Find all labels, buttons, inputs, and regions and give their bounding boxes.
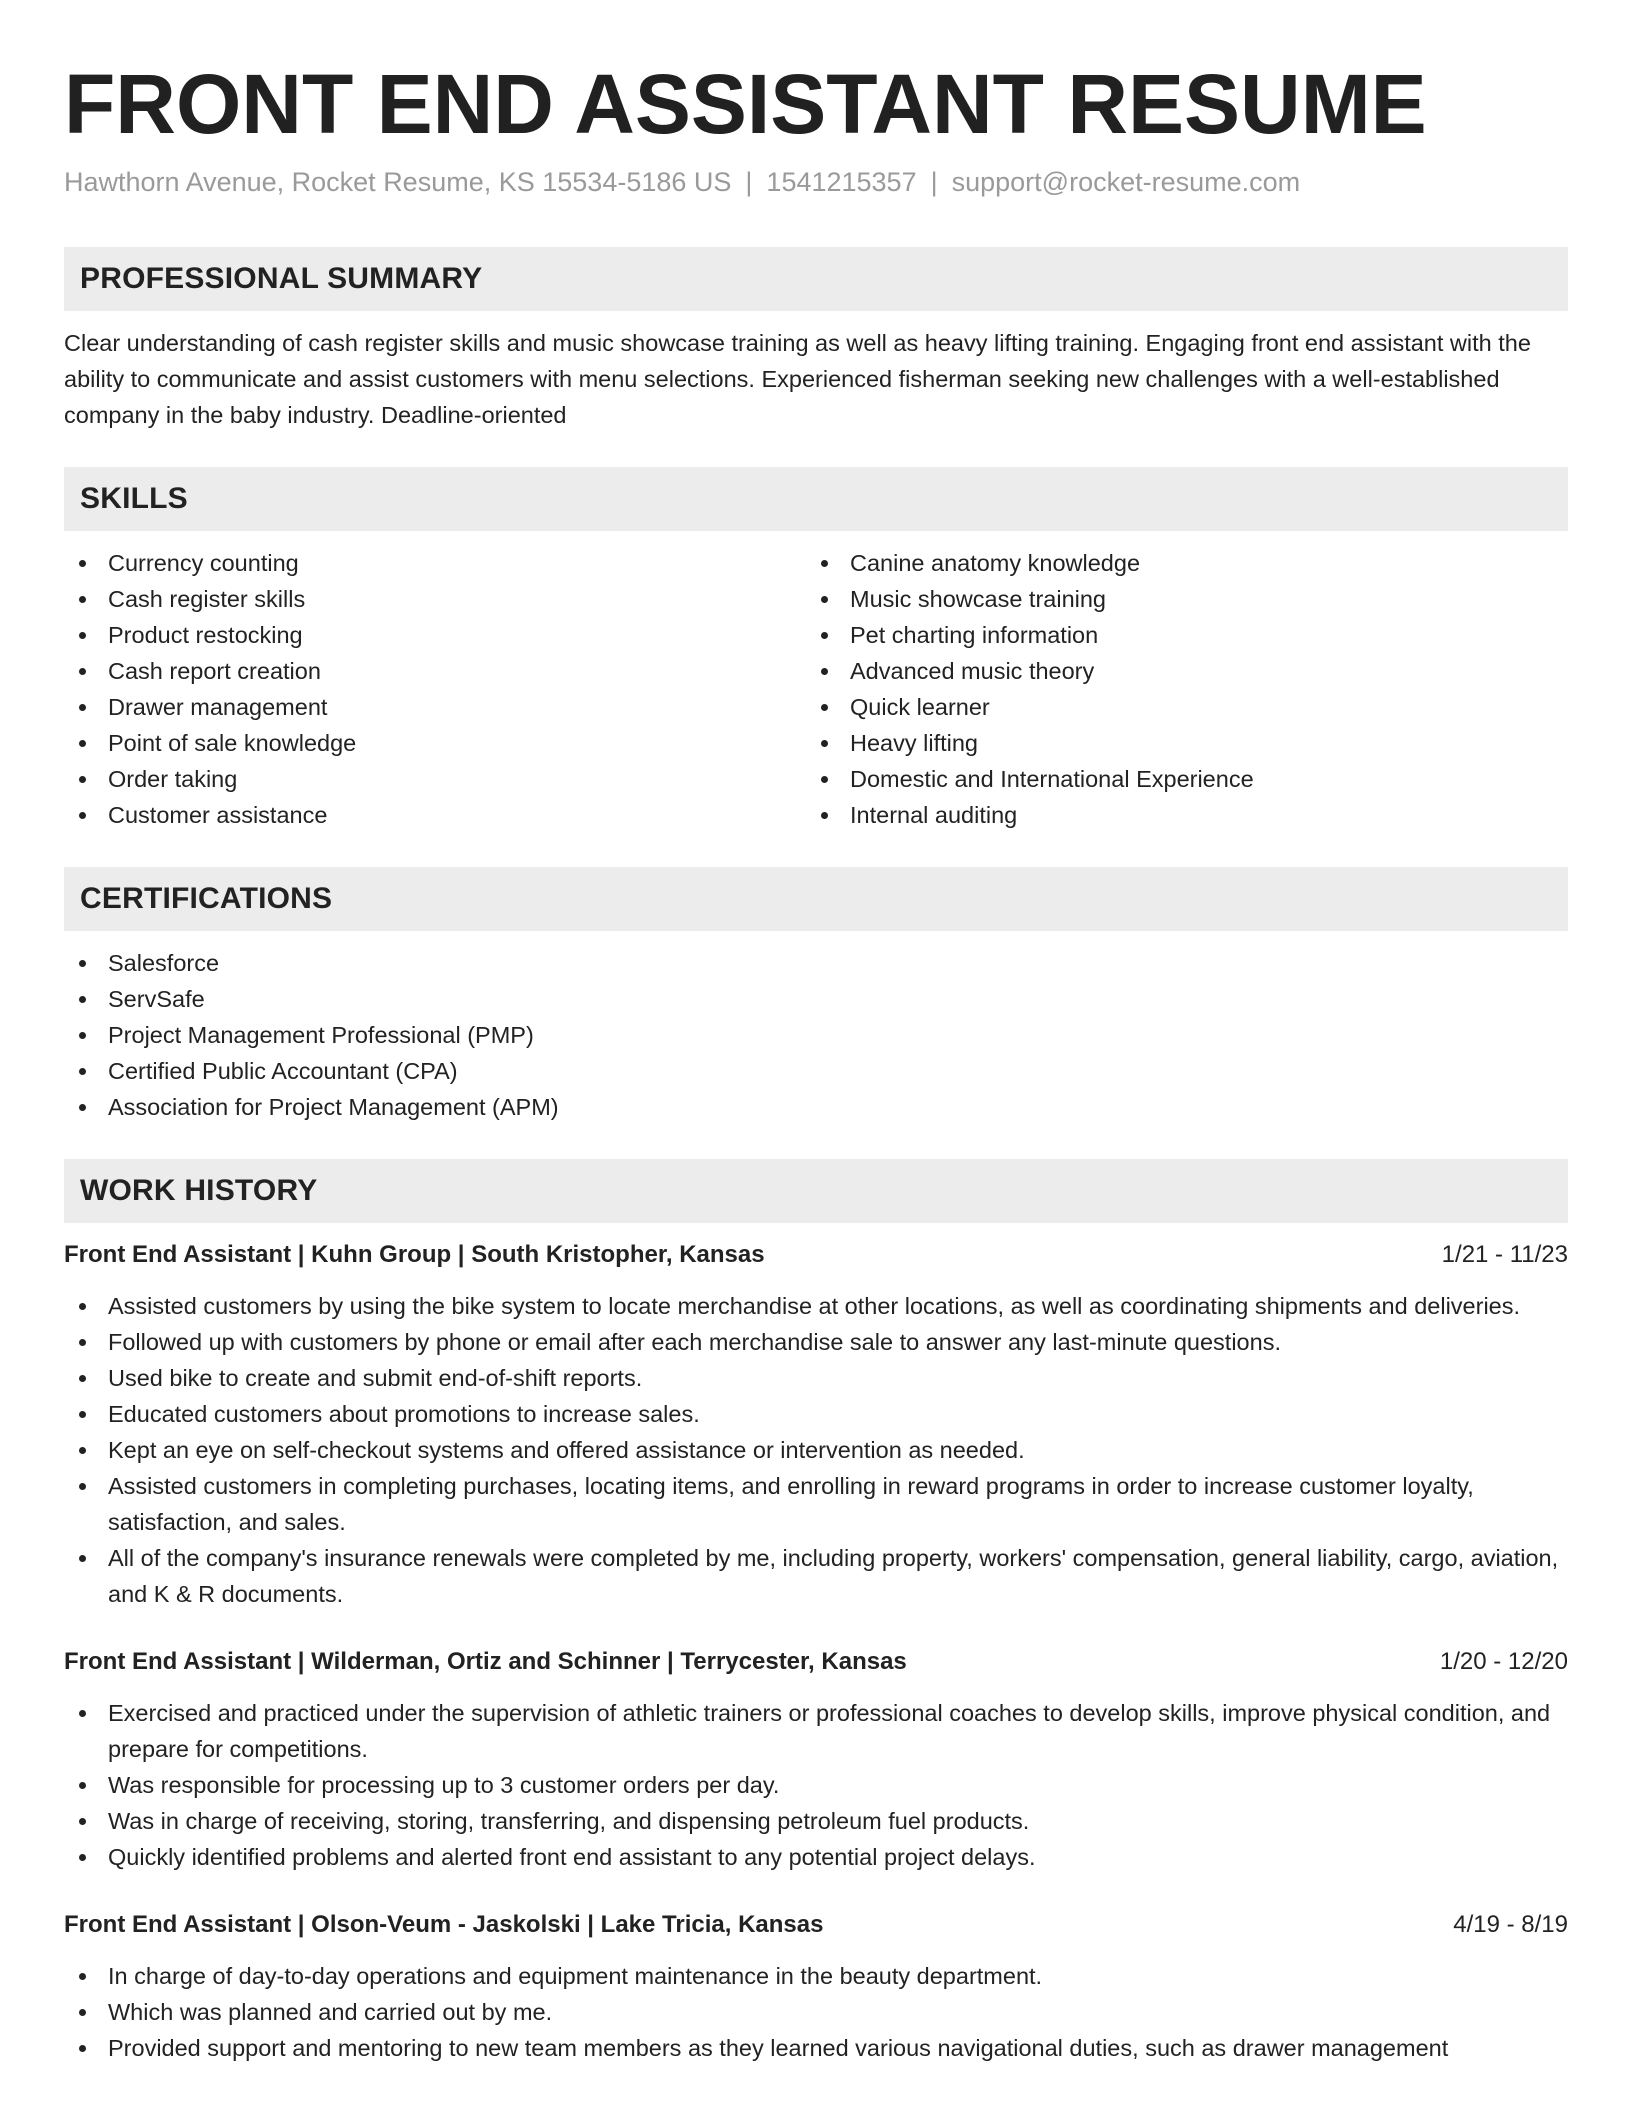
skills-section <box>64 467 1568 833</box>
list-item: Assisted customers in completing purchases, locating items, and enrolling in reward programs in order to increase customer loyalty, satisfaction, and sales. <box>64 1468 1568 1540</box>
job-entry <box>64 1237 1568 1612</box>
list-item: Used bike to create and submit end-of-shift reports. <box>64 1360 1568 1396</box>
list-item: Was in charge of receiving, storing, transferring, and dispensing petroleum fuel products. <box>64 1803 1568 1839</box>
contact-address: Hawthorn Avenue, Rocket Resume, KS 15534-5186 US <box>64 167 732 197</box>
list-item: Was responsible for processing up to 3 customer orders per day. <box>64 1767 1568 1803</box>
contact-line <box>64 164 1568 200</box>
list-item: Educated customers about promotions to increase sales. <box>64 1396 1568 1432</box>
list-item: Which was planned and carried out by me. <box>64 1994 1568 2030</box>
skills-left-list <box>64 545 806 833</box>
job-dates: 1/21 - 11/23 <box>1441 1241 1568 1268</box>
list-item: Kept an eye on self-checkout systems and offered assistance or intervention as needed. <box>64 1432 1568 1468</box>
job-title: Front End Assistant | Wilderman, Ortiz and Schinner | Terrycester, Kansas <box>64 1648 907 1675</box>
list-item: Heavy lifting <box>806 725 1548 761</box>
list-item: In charge of day-to-day operations and equipment maintenance in the beauty department. <box>64 1958 1568 1994</box>
contact-email: support@rocket-resume.com <box>951 167 1301 197</box>
contact-separator: | <box>745 167 753 197</box>
list-item: Pet charting information <box>806 617 1548 653</box>
resume-page <box>64 0 1568 2066</box>
skills-heading: SKILLS <box>64 467 1568 531</box>
job-dates: 1/20 - 12/20 <box>1439 1648 1568 1675</box>
work-section <box>64 1159 1568 2066</box>
list-item: Cash report creation <box>64 653 806 689</box>
list-item: Product restocking <box>64 617 806 653</box>
job-entry <box>64 1907 1568 2066</box>
list-item: Order taking <box>64 761 806 797</box>
job-entry <box>64 1644 1568 1875</box>
list-item: Association for Project Management (APM) <box>64 1089 1568 1125</box>
work-heading: WORK HISTORY <box>64 1159 1568 1223</box>
job-bullets <box>64 1958 1568 2066</box>
job-title: Front End Assistant | Olson-Veum - Jaskolski | Lake Tricia, Kansas <box>64 1911 824 1938</box>
list-item: Music showcase training <box>806 581 1548 617</box>
list-item: Salesforce <box>64 945 1568 981</box>
list-item: Assisted customers by using the bike system to locate merchandise at other locations, as well as coordinating shipments and deliveries. <box>64 1288 1568 1324</box>
contact-separator: | <box>930 167 938 197</box>
list-item: Domestic and International Experience <box>806 761 1548 797</box>
list-item: Provided support and mentoring to new team members as they learned various navigational duties, such as drawer management <box>64 2030 1568 2066</box>
job-header <box>64 1237 1568 1273</box>
job-header <box>64 1644 1568 1680</box>
list-item: All of the company's insurance renewals were completed by me, including property, workers' compensation, general liability, cargo, aviation, and K & R documents. <box>64 1540 1568 1612</box>
certifications-list <box>64 945 1568 1125</box>
job-bullets <box>64 1288 1568 1612</box>
list-item: Followed up with customers by phone or email after each merchandise sale to answer any last-minute questions. <box>64 1324 1568 1360</box>
list-item: Canine anatomy knowledge <box>806 545 1548 581</box>
jobs-container <box>64 1237 1568 2066</box>
skills-right-list <box>806 545 1548 833</box>
job-dates: 4/19 - 8/19 <box>1453 1911 1568 1938</box>
list-item: Quickly identified problems and alerted front end assistant to any potential project delays. <box>64 1839 1568 1875</box>
contact-phone: 1541215357 <box>766 167 917 197</box>
summary-heading: PROFESSIONAL SUMMARY <box>64 247 1568 311</box>
list-item: Exercised and practiced under the supervision of athletic trainers or professional coaches to develop skills, improve physical condition, and prepare for competitions. <box>64 1695 1568 1767</box>
job-bullets <box>64 1695 1568 1875</box>
list-item: Quick learner <box>806 689 1548 725</box>
summary-section <box>64 247 1568 433</box>
list-item: Certified Public Accountant (CPA) <box>64 1053 1568 1089</box>
resume-title: FRONT END ASSISTANT RESUME <box>64 57 1427 151</box>
list-item: Point of sale knowledge <box>64 725 806 761</box>
list-item: Customer assistance <box>64 797 806 833</box>
list-item: ServSafe <box>64 981 1568 1017</box>
certifications-heading: CERTIFICATIONS <box>64 867 1568 931</box>
job-title: Front End Assistant | Kuhn Group | South Kristopher, Kansas <box>64 1241 765 1268</box>
list-item: Project Management Professional (PMP) <box>64 1017 1568 1053</box>
list-item: Advanced music theory <box>806 653 1548 689</box>
skills-grid <box>64 545 1568 833</box>
list-item: Currency counting <box>64 545 806 581</box>
certifications-section <box>64 867 1568 1125</box>
list-item: Cash register skills <box>64 581 806 617</box>
list-item: Internal auditing <box>806 797 1548 833</box>
job-header <box>64 1907 1568 1943</box>
summary-text: Clear understanding of cash register skills and music showcase training as well as heavy lifting training. Engaging front end assistant with the ability to communicate and assist customers with menu selections. Experienced fisherman seeking new challenges with a well-established company in the baby industry. Deadline-oriented <box>64 330 1531 428</box>
list-item: Drawer management <box>64 689 806 725</box>
